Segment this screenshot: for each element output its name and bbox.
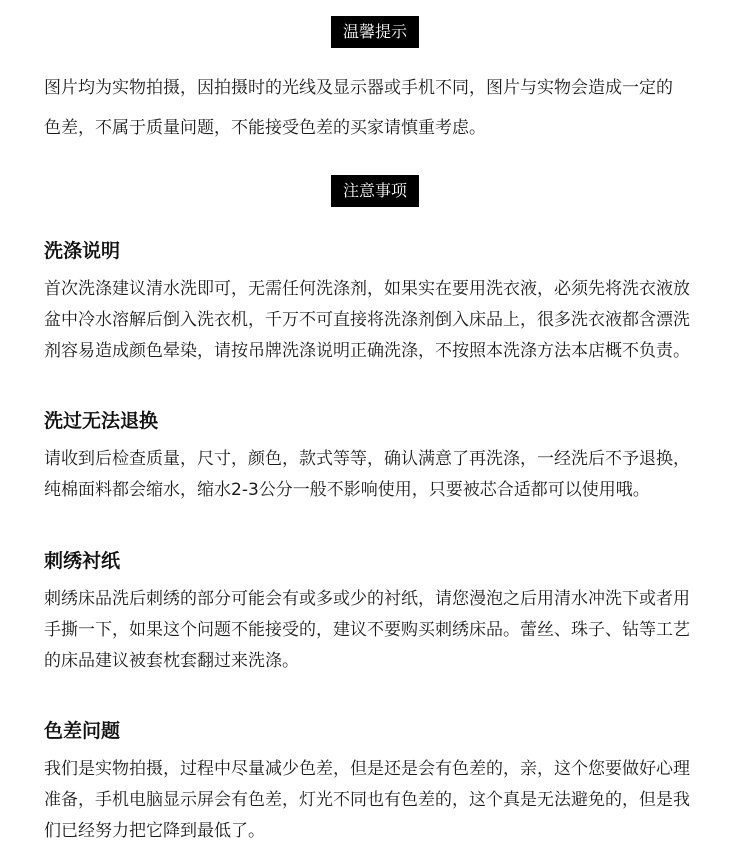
body-line: 们已经努力把它降到最低了。 — [44, 821, 265, 841]
body-line: 盆中冷水溶解后倒入洗衣机，千万不可直接将洗涤剂倒入床品上，很多洗衣液都含漂洗 — [44, 310, 690, 330]
section-title-no-return: 洗过无法退换 — [44, 410, 159, 432]
notice-badge: 注意事项 — [331, 175, 419, 207]
section-title-color-difference: 色差问题 — [44, 720, 121, 742]
body-line: 手撕一下，如果这个问题不能接受的，建议不要购买刺绣床品。蕾丝、珠子、钻等工艺 — [44, 620, 690, 640]
section-body-no-return — [44, 444, 734, 506]
body-line: 准备，手机电脑显示屏会有色差，灯光不同也有色差的，这个真是无法避免的，但是我 — [44, 790, 690, 810]
tips-badge: 温馨提示 — [331, 16, 419, 48]
section-body-embroidery — [44, 584, 734, 677]
section-title-washing: 洗涤说明 — [44, 240, 121, 262]
body-line: 刺绣床品洗后刺绣的部分可能会有或多或少的衬纸，请您漫泡之后用清水冲洗下或者用 — [44, 589, 690, 609]
body-line: 剂容易造成颜色晕染，请按吊牌洗涤说明正确洗涤，不按照本洗涤方法本店概不负责。 — [44, 341, 690, 361]
tips-line: 色差，不属于质量问题，不能接受色差的买家请慎重考虑。 — [44, 118, 486, 138]
body-line: 纯棉面料都会缩水，缩水2-3公分一般不影响使用，只要被芯合适都可以使用哦。 — [44, 480, 650, 500]
body-line: 请收到后检查质量，尺寸，颜色，款式等等，确认满意了再洗涤，一经洗后不予退换， — [44, 449, 690, 469]
body-line: 的床品建议被套枕套翻过来洗涤。 — [44, 651, 299, 671]
body-line: 首次洗涤建议清水洗即可，无需任何洗涤剂，如果实在要用洗衣液，必须先将洗衣液放 — [44, 279, 690, 299]
body-line: 我们是实物拍摄，过程中尽量减少色差，但是还是会有色差的，亲，这个您要做好心理 — [44, 759, 690, 779]
tips-paragraph — [44, 68, 734, 148]
tips-line: 图片均为实物拍摄，因拍摄时的光线及显示器或手机不同，图片与实物会造成一定的 — [44, 78, 673, 98]
section-title-embroidery: 刺绣衬纸 — [44, 550, 121, 572]
section-body-washing — [44, 274, 734, 367]
section-body-color-difference — [44, 754, 734, 847]
